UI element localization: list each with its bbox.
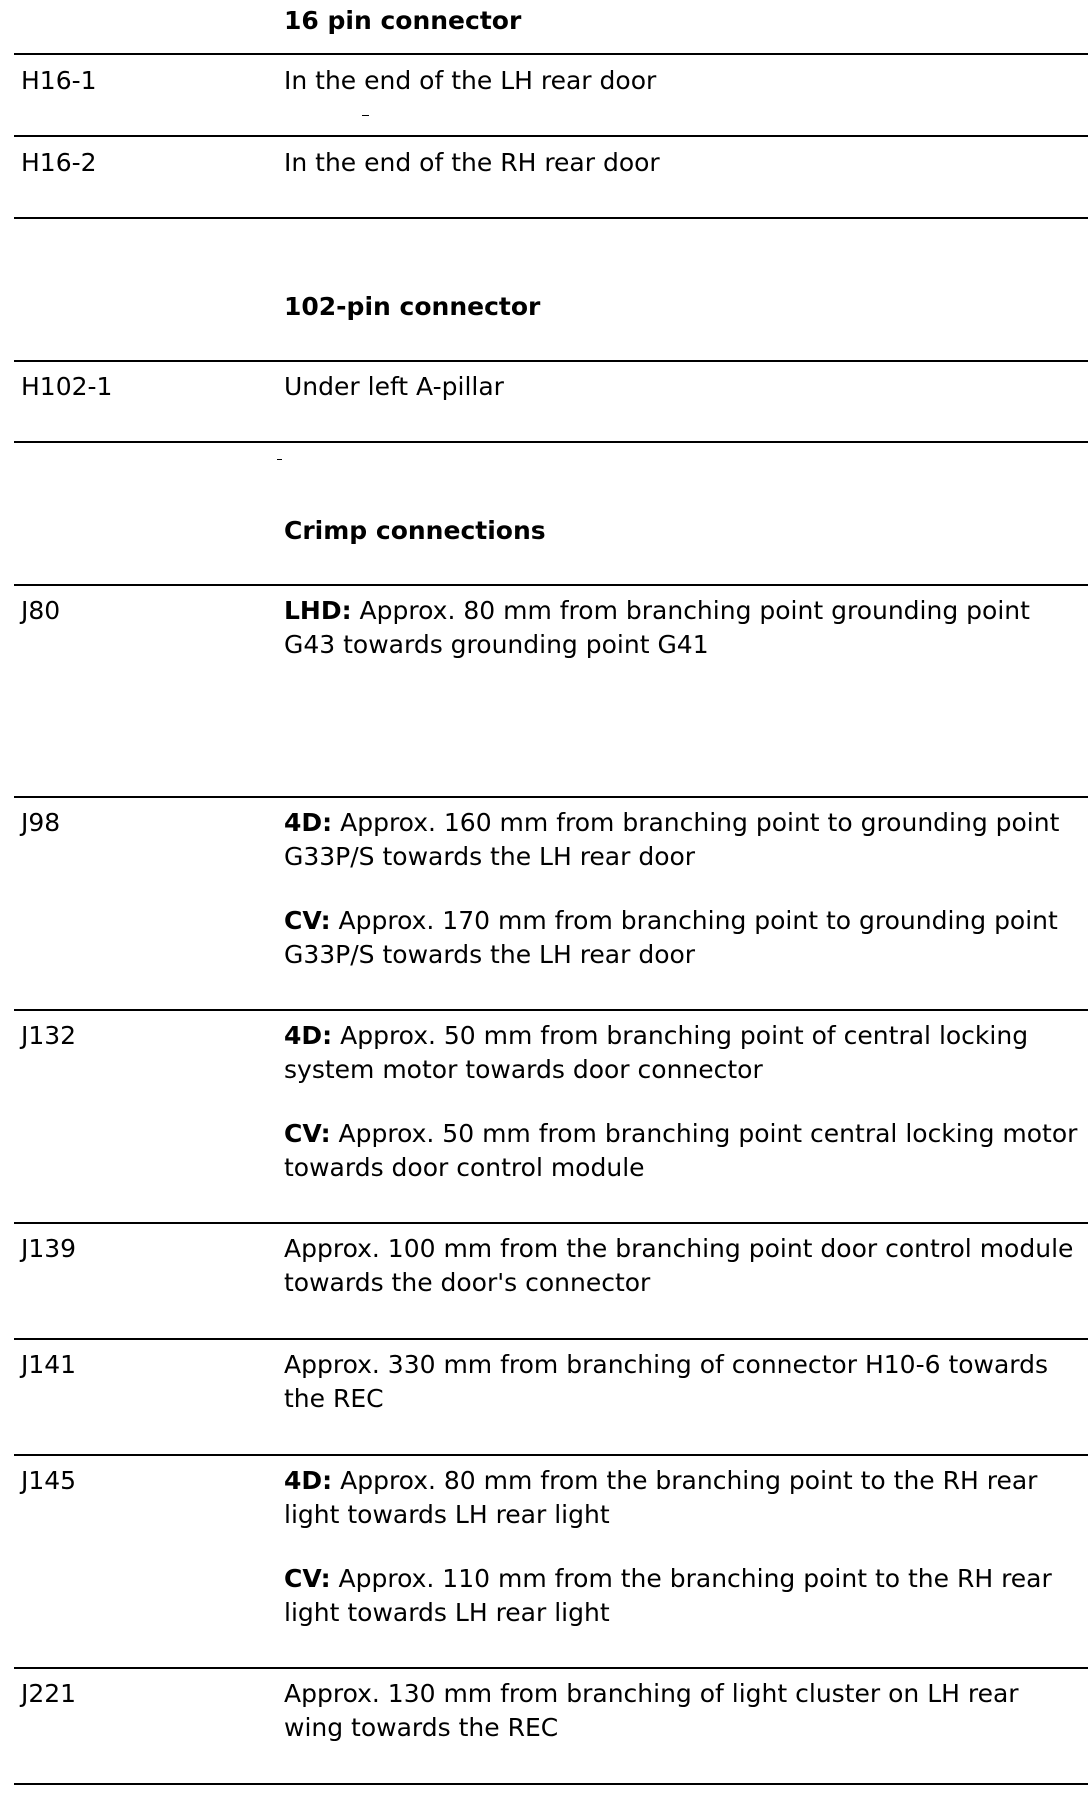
crimp-code: J221	[21, 1679, 77, 1708]
crimp-code: J132	[21, 1021, 77, 1050]
crimp-code: J141	[21, 1350, 77, 1379]
location-text: Approx. 130 mm from branching of light cluster on LH rear wing towards the REC	[284, 1679, 1019, 1742]
location-text: Approx. 170 mm from branching point to grounding point G33P/S towards the LH rear door	[284, 906, 1058, 969]
location-text: Approx. 50 mm from branching point of central locking system motor towards door connector	[284, 1021, 1029, 1084]
table-rule	[14, 135, 1088, 137]
location-text: Approx. 330 mm from branching of connector H10-6 towards the REC	[284, 1350, 1049, 1413]
table-rule	[14, 1454, 1088, 1456]
table-rule	[14, 584, 1088, 586]
table-rule	[14, 53, 1088, 55]
crimp-code: J139	[21, 1234, 77, 1263]
connector-location	[284, 146, 1084, 180]
table-rule	[14, 1338, 1088, 1340]
table-rule	[14, 1667, 1088, 1669]
variant-label: 4D:	[284, 1466, 333, 1495]
variant-label: LHD:	[284, 596, 352, 625]
location-text: In the end of the LH rear door	[284, 66, 657, 95]
location-text: Approx. 80 mm from branching point grounding point G43 towards grounding point G41	[284, 596, 1030, 659]
crimp-location	[284, 1019, 1084, 1185]
section-heading-crimp: Crimp connections	[284, 516, 546, 545]
crimp-location	[284, 594, 1084, 662]
table-rule	[14, 360, 1088, 362]
location-text: Approx. 80 mm from the branching point to the RH rear light towards LH rear light	[284, 1466, 1038, 1529]
section-heading-16-pin: 16 pin connector	[284, 6, 522, 35]
scan-mark	[277, 459, 282, 460]
table-rule	[14, 796, 1088, 798]
scan-mark	[362, 115, 369, 116]
crimp-location	[284, 1348, 1084, 1416]
connector-code: H16-1	[21, 66, 97, 95]
location-text: Under left A-pillar	[284, 372, 504, 401]
table-rule	[14, 217, 1088, 219]
connector-location	[284, 370, 1084, 404]
connector-location	[284, 64, 1084, 98]
variant-label: CV:	[284, 906, 331, 935]
variant-label: 4D:	[284, 808, 333, 837]
location-text: Approx. 160 mm from branching point to grounding point G33P/S towards the LH rear door	[284, 808, 1060, 871]
location-text: Approx. 100 mm from the branching point door control module towards the door's connector	[284, 1234, 1074, 1297]
crimp-location	[284, 1232, 1084, 1300]
crimp-location	[284, 1677, 1084, 1745]
table-rule	[14, 1009, 1088, 1011]
variant-label: 4D:	[284, 1021, 333, 1050]
location-text: Approx. 50 mm from branching point central locking motor towards door control module	[284, 1119, 1078, 1182]
table-rule	[14, 1222, 1088, 1224]
crimp-location	[284, 806, 1084, 972]
crimp-code: J98	[21, 808, 61, 837]
section-heading-102-pin: 102-pin connector	[284, 292, 541, 321]
location-text: Approx. 110 mm from the branching point to the RH rear light towards LH rear light	[284, 1564, 1052, 1627]
crimp-location	[284, 1464, 1084, 1630]
location-text: In the end of the RH rear door	[284, 148, 660, 177]
table-rule	[14, 441, 1088, 443]
connector-code: H102-1	[21, 372, 113, 401]
crimp-code: J80	[21, 596, 61, 625]
connector-code: H16-2	[21, 148, 97, 177]
variant-label: CV:	[284, 1119, 331, 1148]
crimp-code: J145	[21, 1466, 77, 1495]
table-rule	[14, 1783, 1088, 1785]
variant-label: CV:	[284, 1564, 331, 1593]
